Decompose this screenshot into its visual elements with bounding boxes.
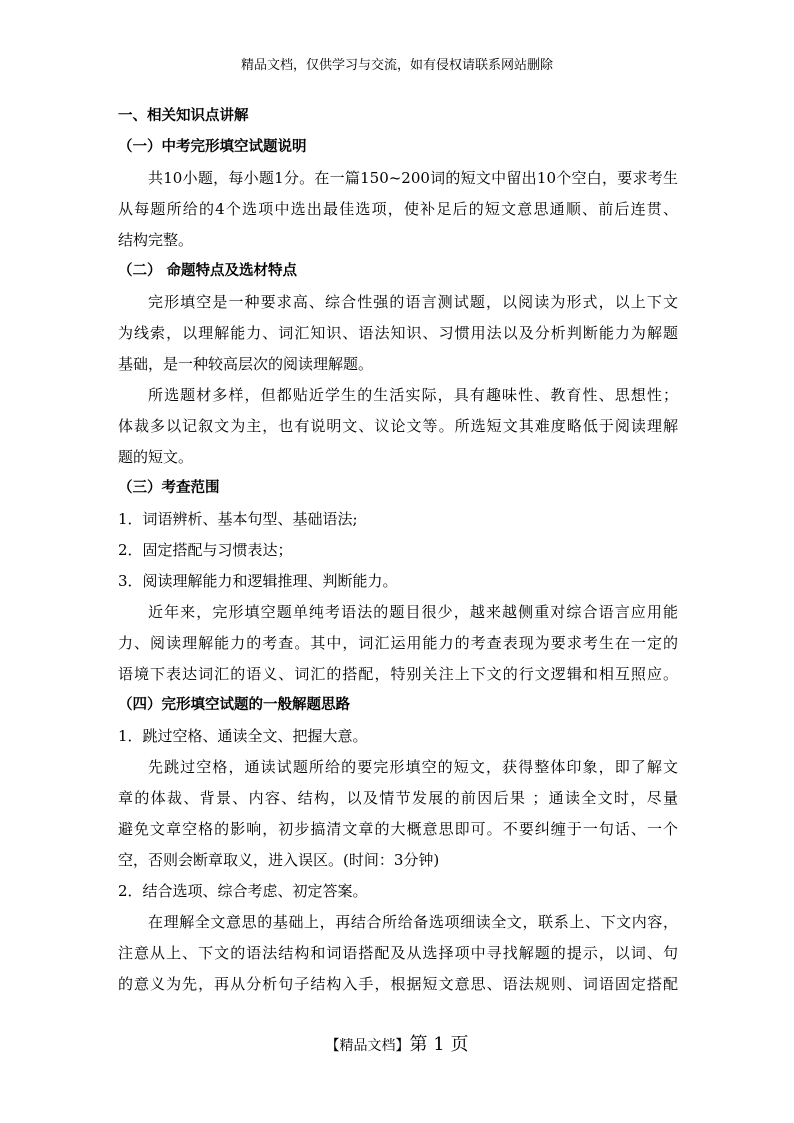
subsection-heading: （一）中考完形填空试题说明 [118,139,307,155]
subsection-heading: （二） 命题特点及选材特点 [118,263,298,279]
paragraph-line: 共10小题，每小题1分。在一篇150~200词的短文中留出10个空白，要求考生 [148,169,678,187]
paragraph-line: 章的体裁、背景、内容、结构，以及情节发展的前因后果 ；通读全文时，尽量 [118,789,678,807]
paragraph-line: 体裁多以记叙文为主，也有说明文、议论文等。所选短文其难度略低于阅读理解 [118,417,678,435]
page-footer [0,1033,794,1058]
subsection-heading: （三）考查范围 [118,480,220,496]
document-body [118,101,678,1000]
paragraph-line: 的意义为先，再从分析句子结构入手，根据短文意思、语法规则、词语固定搭配 [118,975,678,993]
paragraph-line: 力、阅读理解能力的考查。其中，词汇运用能力的考查表现为要求考生在一定的 [118,634,678,652]
list-item: 1．词语辨析、基本句型、基础语法; [118,510,358,528]
page-number: 第 1 页 [409,1034,469,1055]
paragraph-line: 注意从上、下文的语法结构和词语搭配及从选择项中寻找解题的提示，以词、句 [118,944,678,962]
list-item: 2．固定搭配与习惯表达； [118,541,293,559]
paragraph-line: 结构完整。 [118,231,194,249]
paragraph-line: 先跳过空格，通读试题所给的要完形填空的短文，获得整体印象，即了解文 [148,758,678,776]
subsection-heading: （四）完形填空试题的一般解题思路 [118,697,350,713]
paragraph-line: 完形填空是一种要求高、综合性强的语言测试题，以阅读为形式，以上下文 [148,293,678,311]
paragraph-line: 为线索，以理解能力、词汇知识、语法知识、习惯用法以及分析判断能力为解题 [118,324,678,342]
paragraph-line: 空，否则会断章取义，进入误区。(时间：3分钟) [118,851,440,869]
list-item: 1．跳过空格、通读全文、把握大意。 [118,727,368,745]
paragraph-line: 近年来，完形填空题单纯考语法的题目很少，越来越侧重对综合语言应用能 [148,603,678,621]
page-header: 精品文档，仅供学习与交流，如有侵权请联系网站删除 [240,58,553,73]
paragraph-line: 题的短文。 [118,448,194,466]
paragraph-line: 在理解全文意思的基础上，再结合所给备选项细读全文，联系上、下文内容， [148,913,678,931]
paragraph-line: 语境下表达词汇的语义、词汇的搭配，特别关注上下文的行文逻辑和相互照应。 [118,665,678,683]
section-heading: 一、相关知识点讲解 [118,108,249,124]
paragraph-line: 基础，是一种较高层次的阅读理解题。 [118,355,374,373]
list-item: 3．阅读理解能力和逻辑推理、判断能力。 [118,572,398,590]
paragraph-line: 从每题所给的4个选项中选出最佳选项，使补足后的短文意思通顺、前后连贯、 [118,200,678,218]
paragraph-line: 避免文章空格的影响，初步搞清文章的大概意思即可。不要纠缠于一句话、一个 [118,820,678,838]
footer-tag: 【精品文档】 [325,1038,410,1054]
paragraph-line: 所选题材多样，但都贴近学生的生活实际，具有趣味性、教育性、思想性； [148,386,678,404]
list-item: 2．结合选项、综合考虑、初定答案。 [118,882,368,900]
